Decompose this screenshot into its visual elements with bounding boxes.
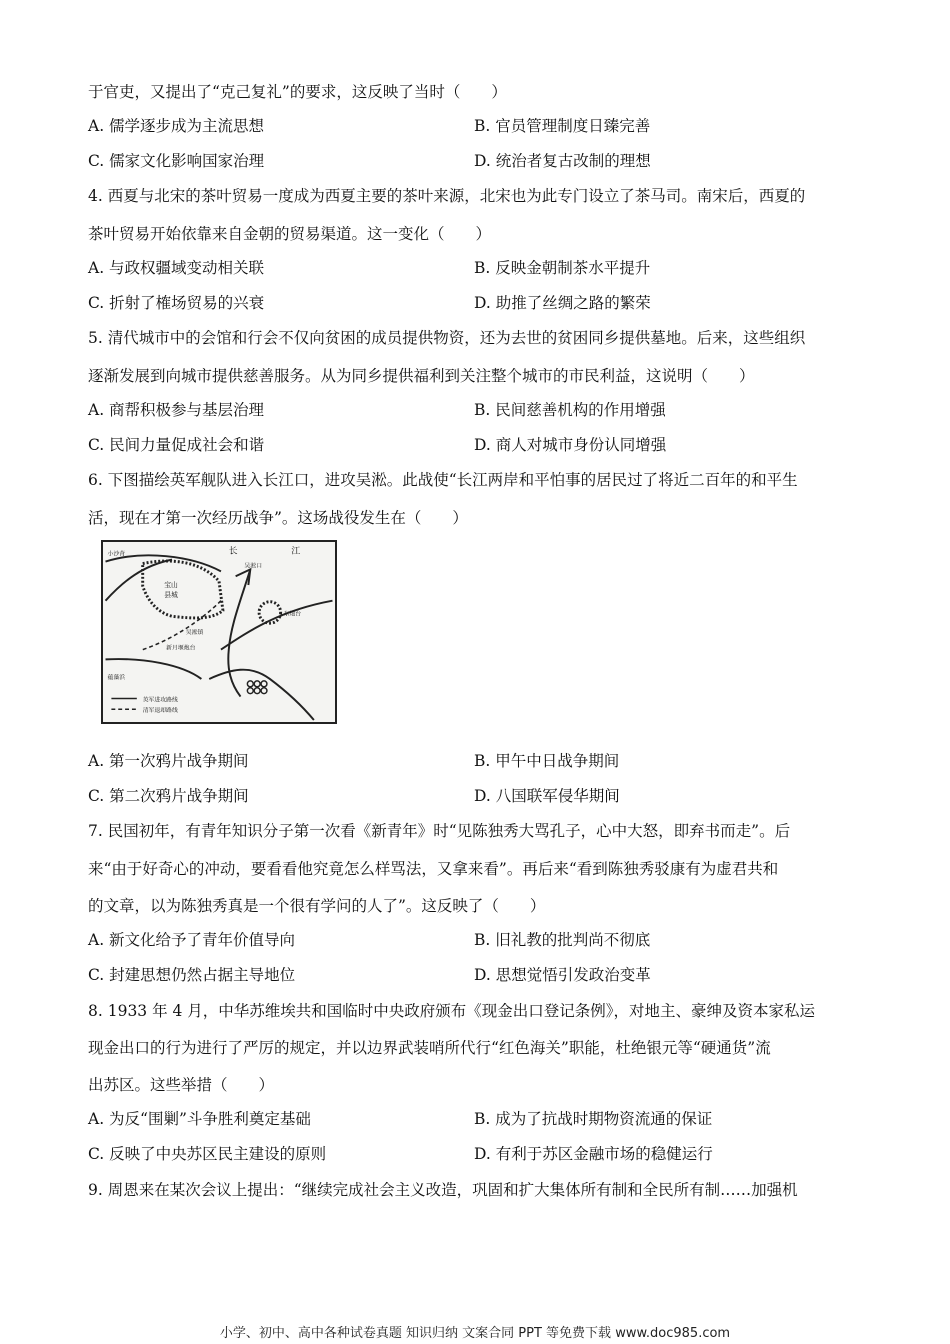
wusong-battle-map <box>101 540 337 724</box>
q7-stem-line-2: 来“由于好奇心的冲动，要看看他究竟怎么样骂法，又拿来看”。再后来“看到陈独秀驳康有为虚君共和 <box>88 860 779 878</box>
q4-option-d: D. 助推了丝绸之路的繁荣 <box>474 294 651 312</box>
map-label-chang: 长 <box>228 546 238 557</box>
map-legend <box>111 695 178 714</box>
q8-option-c: C. 反映了中央苏区民主建设的原则 <box>88 1145 327 1163</box>
q8-option-b: B. 成为了抗战时期物资流通的保证 <box>474 1110 713 1128</box>
q8-stem-line-3: 出苏区。这些举措（ ） <box>88 1076 275 1094</box>
city-wall <box>143 561 223 618</box>
map-label-wusong-town: 吴淞镇 <box>185 629 204 636</box>
page-footer[interactable]: 小学、初中、高中各种试卷真题 知识归纳 文案合同 PPT 等免费下载 www.doc985.com <box>219 1326 731 1341</box>
q5-option-a: A. 商帮积极参与基层治理 <box>88 401 265 419</box>
q5-stem-line-1: 5. 清代城市中的会馆和行会不仅向贫困的成员提供物资，还为去世的贫困同乡提供墓地。后来，这些组织 <box>88 329 806 347</box>
map-label-baoshan: 宝山 <box>164 581 178 589</box>
ship-cluster <box>247 681 267 694</box>
retreat-route <box>143 601 221 650</box>
map-label-xiaoshabei: 小沙背 <box>107 551 126 558</box>
q3-option-a: A. 儒学逐步成为主流思想 <box>88 117 265 135</box>
q5-option-d: D. 商人对城市身份认同增强 <box>474 436 667 454</box>
q5-stem-line-2: 逐渐发展到向城市提供慈善服务。从为同乡提供福利到关注整个城市的市民利益，这说明（ ） <box>88 367 755 385</box>
q8-option-d: D. 有利于苏区金融市场的稳健运行 <box>474 1145 713 1163</box>
q6-option-a: A. 第一次鸦片战争期间 <box>88 752 249 770</box>
q4-option-c: C. 折射了榷场贸易的兴衰 <box>88 294 265 312</box>
q3-stem-line: 于官吏，又提出了“克己复礼”的要求，这反映了当时（ ） <box>88 83 507 101</box>
map-label-xinyue-fort: 新月堰炮台 <box>166 645 196 652</box>
q6-option-d: D. 八国联军侵华期间 <box>474 787 620 805</box>
q7-option-c: C. 封建思想仍然占据主导地位 <box>88 966 296 984</box>
map-label-yunzaobang: 蕴藻浜 <box>107 674 126 681</box>
q8-stem-line-2: 现金出口的行为进行了严厉的规定，并以边界武装哨所代行“红色海关”职能，杜绝银元等“硬通货”流 <box>88 1039 771 1057</box>
q4-option-b: B. 反映金朝制茶水平提升 <box>474 259 651 277</box>
q8-option-a: A. 为反“围剿”斗争胜利奠定基础 <box>88 1110 311 1128</box>
q4-option-a: A. 与政权疆域变动相关联 <box>88 259 265 277</box>
river-bank-line <box>106 560 173 601</box>
river-bank-line <box>106 555 221 571</box>
q4-stem-line-2: 茶叶贸易开始依靠来自金朝的贸易渠道。这一变化（ ） <box>88 225 492 243</box>
q7-stem-line-3: 的文章，以为陈独秀真是一个很有学问的人了”。这反映了（ ） <box>88 897 546 915</box>
q3-option-c: C. 儒家文化影响国家治理 <box>88 152 265 170</box>
map-label-county: 县城 <box>164 590 178 599</box>
q5-option-c: C. 民间力量促成社会和谐 <box>88 436 265 454</box>
q3-option-d: D. 统治者复古改制的理想 <box>474 152 651 170</box>
q8-stem-line-1: 8. 1933 年 4 月，中华苏维埃共和国临时中央政府颁布《现金出口登记条例》，对地主、豪绅及资本家私运 <box>88 1002 816 1020</box>
map-label-east-fort: 东炮台 <box>283 611 302 618</box>
q3-option-b: B. 官员管理制度日臻完善 <box>474 117 651 135</box>
q7-option-b: B. 旧礼教的批判尚不彻底 <box>474 931 651 949</box>
q6-option-b: B. 甲午中日战争期间 <box>474 752 620 770</box>
q6-option-c: C. 第二次鸦片战争期间 <box>88 787 249 805</box>
q6-stem-line-2: 活，现在才第一次经历战争”。这场战役发生在（ ） <box>88 509 468 527</box>
q7-option-d: D. 思想觉悟引发政治变革 <box>474 966 651 984</box>
q4-stem-line-1: 4. 西夏与北宋的茶叶贸易一度成为西夏主要的茶叶来源，北宋也为此专门设立了茶马司。南宋后，西夏的 <box>88 187 806 205</box>
q7-option-a: A. 新文化给予了青年价值导向 <box>88 931 296 949</box>
map-label-wusongkou: 吴淞口 <box>244 563 263 570</box>
legend-attack-label: 英军进攻路线 <box>142 697 178 704</box>
q6-stem-line-1: 6. 下图描绘英军舰队进入长江口，进攻吴淞。此战使“长江两岸和平怕事的居民过了将近二百年的和平生 <box>88 471 798 489</box>
q9-stem-line-1: 9. 周恩来在某次会议上提出：“继续完成社会主义改造，巩固和扩大集体所有制和全民所有制……加强机 <box>88 1181 798 1199</box>
q5-option-b: B. 民间慈善机构的作用增强 <box>474 401 666 419</box>
legend-retreat-label: 清军退却路线 <box>142 708 178 715</box>
q7-stem-line-1: 7. 民国初年，有青年知识分子第一次看《新青年》时“见陈独秀大骂孔子，心中大怒，即弃书而走”。后 <box>88 822 791 840</box>
map-label-jiang: 江 <box>291 546 301 557</box>
river-bank-line <box>209 670 314 720</box>
